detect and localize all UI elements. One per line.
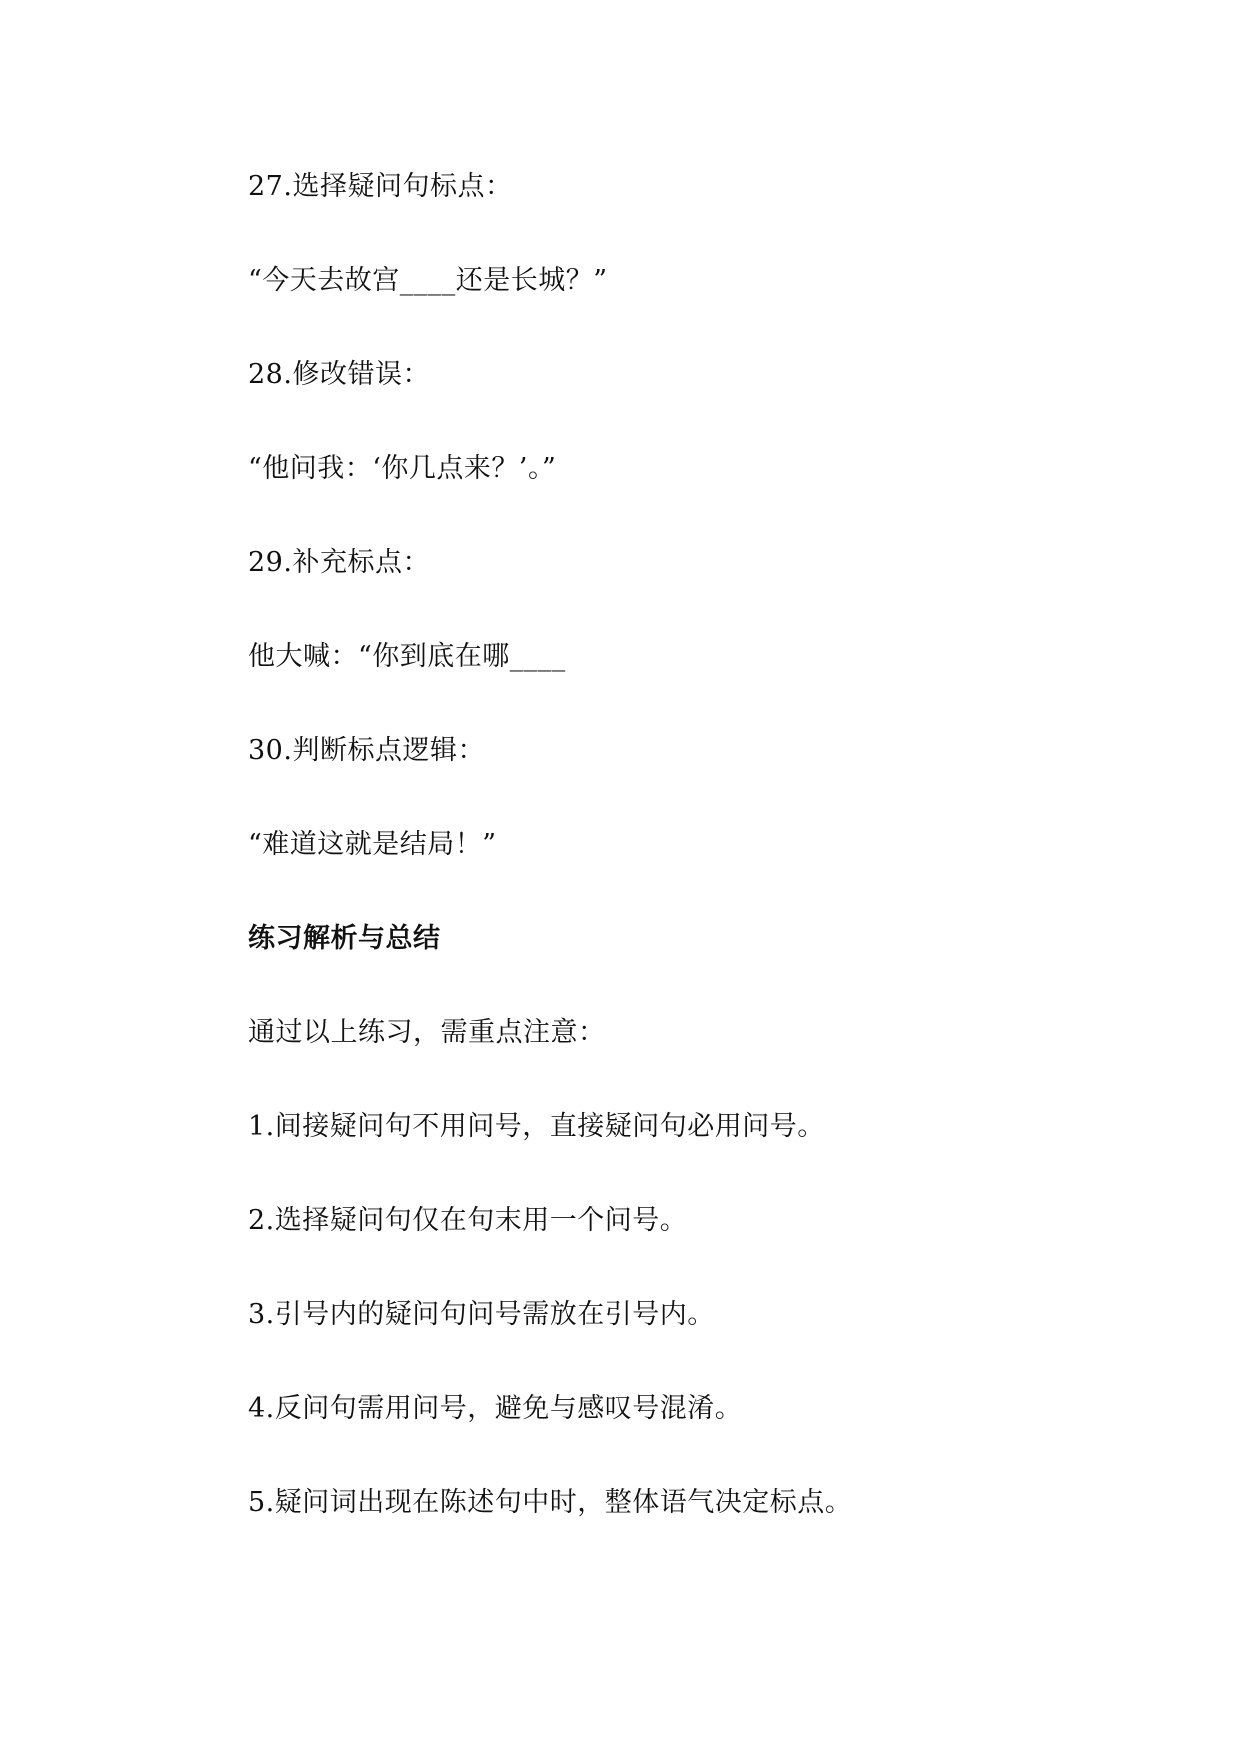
- summary-intro: 通过以上练习，需重点注意：: [248, 1017, 606, 1048]
- summary-point: 3.引号内的疑问句问号需放在引号内。: [248, 1299, 715, 1330]
- summary-point: 2.选择疑问句仅在句末用一个问号。: [248, 1205, 688, 1236]
- question-28-sentence: “他问我：‘你几点来？’。”: [248, 453, 557, 484]
- question-30-title: 30.判断标点逻辑：: [248, 735, 485, 766]
- question-28-title: 28.修改错误：: [248, 359, 430, 390]
- summary-point: 5.疑问词出现在陈述句中时，整体语气决定标点。: [248, 1487, 853, 1518]
- summary-point: 4.反问句需用问号，避免与感叹号混淆。: [248, 1393, 743, 1424]
- question-29-title: 29.补充标点：: [248, 547, 430, 578]
- question-30-sentence: “难道这就是结局！”: [248, 829, 497, 860]
- summary-point: 1.间接疑问句不用问号，直接疑问句必用问号。: [248, 1111, 825, 1142]
- question-27-sentence: “今天去故宫____还是长城？”: [248, 265, 608, 296]
- section-title: 练习解析与总结: [248, 923, 441, 954]
- question-29-sentence: 他大喊：“你到底在哪____: [248, 641, 566, 672]
- question-27-title: 27.选择疑问句标点：: [248, 171, 513, 202]
